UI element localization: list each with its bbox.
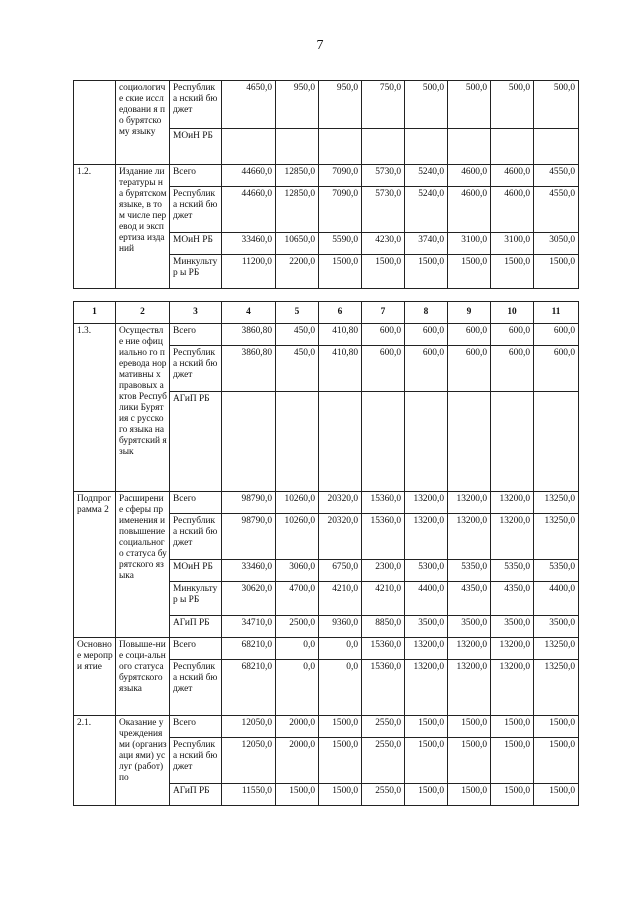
activity-name-cell: Осуществле ние официально го перевода нормативны х правовых актов Республики Бурятия с русского языка на бурятский язык (116, 324, 170, 492)
source-cell: Всего (170, 716, 222, 738)
value-cell: 0,0 (319, 638, 362, 660)
value-cell: 13200,0 (491, 638, 534, 660)
source-cell: Всего (170, 324, 222, 346)
row-number-cell: 2.1. (74, 716, 116, 806)
value-cell: 68210,0 (222, 660, 276, 716)
source-cell: Минкультур ы РБ (170, 255, 222, 289)
row-number-cell: 1.2. (74, 165, 116, 289)
value-cell: 20320,0 (319, 514, 362, 560)
value-cell: 4350,0 (491, 582, 534, 616)
value-cell: 1500,0 (319, 784, 362, 806)
value-cell: 1500,0 (405, 784, 448, 806)
source-cell: Всего (170, 492, 222, 514)
source-cell: АГиП РБ (170, 784, 222, 806)
value-cell: 3860,80 (222, 346, 276, 392)
value-cell: 30620,0 (222, 582, 276, 616)
source-cell: Республика нский бюджет (170, 738, 222, 784)
value-cell: 3500,0 (448, 616, 491, 638)
page-number: 7 (316, 38, 324, 53)
value-cell: 1500,0 (448, 255, 491, 289)
value-cell: 2000,0 (276, 716, 319, 738)
value-cell: 600,0 (448, 324, 491, 346)
value-cell: 600,0 (491, 346, 534, 392)
value-cell: 950,0 (276, 81, 319, 129)
value-cell: 15360,0 (362, 514, 405, 560)
value-cell: 7090,0 (319, 165, 362, 187)
value-cell: 13200,0 (448, 638, 491, 660)
value-cell: 600,0 (534, 346, 579, 392)
value-cell: 33460,0 (222, 560, 276, 582)
value-cell: 1500,0 (534, 716, 579, 738)
value-cell: 5350,0 (448, 560, 491, 582)
source-cell: АГиП РБ (170, 392, 222, 492)
value-cell: 4350,0 (448, 582, 491, 616)
value-cell: 15360,0 (362, 492, 405, 514)
value-cell: 5240,0 (405, 165, 448, 187)
value-cell: 3860,80 (222, 324, 276, 346)
source-cell: Республика нский бюджет (170, 81, 222, 129)
value-cell: 4600,0 (491, 187, 534, 233)
row-number-cell: Основно е меропри ятие (74, 638, 116, 716)
value-cell: 44660,0 (222, 165, 276, 187)
column-number-cell: 7 (362, 302, 405, 324)
value-cell: 13200,0 (491, 660, 534, 716)
value-cell: 2500,0 (276, 616, 319, 638)
value-cell: 2200,0 (276, 255, 319, 289)
activity-name-cell: Повыше-ние соци-ального статуса бурятского языка (116, 638, 170, 716)
value-cell: 13250,0 (534, 492, 579, 514)
value-cell: 12050,0 (222, 716, 276, 738)
value-cell: 5300,0 (405, 560, 448, 582)
table-row (74, 492, 579, 514)
value-cell: 3740,0 (405, 233, 448, 255)
value-cell: 13200,0 (405, 638, 448, 660)
value-cell: 4600,0 (491, 165, 534, 187)
value-cell: 4600,0 (448, 165, 491, 187)
source-cell: Республика нский бюджет (170, 514, 222, 560)
value-cell: 3500,0 (491, 616, 534, 638)
value-cell: 600,0 (362, 346, 405, 392)
source-cell: Республика нский бюджет (170, 187, 222, 233)
value-cell: 600,0 (448, 346, 491, 392)
value-cell: 750,0 (362, 81, 405, 129)
value-cell: 1500,0 (534, 784, 579, 806)
value-cell: 2550,0 (362, 738, 405, 784)
value-cell: 9360,0 (319, 616, 362, 638)
value-cell: 10260,0 (276, 514, 319, 560)
budget-table-continued (73, 80, 579, 289)
value-cell: 410,80 (319, 324, 362, 346)
value-cell: 600,0 (405, 324, 448, 346)
value-cell: 4400,0 (534, 582, 579, 616)
value-cell: 3100,0 (491, 233, 534, 255)
value-cell: 500,0 (448, 81, 491, 129)
value-cell: 1500,0 (491, 784, 534, 806)
column-number-cell: 2 (116, 302, 170, 324)
value-cell: 10260,0 (276, 492, 319, 514)
activity-name-cell: Расширение сферы применения и повышение социального статуса бурятского языка (116, 492, 170, 638)
value-cell: 1500,0 (448, 784, 491, 806)
value-cell: 20320,0 (319, 492, 362, 514)
source-cell: Всего (170, 638, 222, 660)
activity-name-cell: социологиче ские исследовани я по бурятскому языку (116, 81, 170, 165)
value-cell: 0,0 (319, 660, 362, 716)
value-cell: 13200,0 (491, 514, 534, 560)
value-cell: 600,0 (534, 324, 579, 346)
value-cell: 2300,0 (362, 560, 405, 582)
column-number-cell: 3 (170, 302, 222, 324)
table-row (74, 716, 579, 738)
source-cell: МОиН РБ (170, 129, 222, 165)
source-cell: МОиН РБ (170, 233, 222, 255)
column-number-row (74, 302, 579, 324)
value-cell: 3060,0 (276, 560, 319, 582)
value-cell: 1500,0 (534, 255, 579, 289)
source-cell: Всего (170, 165, 222, 187)
value-cell: 4210,0 (362, 582, 405, 616)
value-cell: 98790,0 (222, 514, 276, 560)
value-cell: 5350,0 (491, 560, 534, 582)
table-row (74, 165, 579, 187)
value-cell: 8850,0 (362, 616, 405, 638)
value-cell: 13200,0 (405, 660, 448, 716)
value-cell: 4700,0 (276, 582, 319, 616)
value-cell: 12050,0 (222, 738, 276, 784)
value-cell: 5730,0 (362, 187, 405, 233)
value-cell: 450,0 (276, 346, 319, 392)
column-number-cell: 9 (448, 302, 491, 324)
value-cell: 4400,0 (405, 582, 448, 616)
value-cell: 1500,0 (405, 716, 448, 738)
value-cell: 1500,0 (405, 255, 448, 289)
value-cell: 3500,0 (534, 616, 579, 638)
activity-name-cell: Оказание учреждения ми (организаци ями) услуг (работ) по (116, 716, 170, 806)
value-cell: 13200,0 (405, 492, 448, 514)
value-cell: 98790,0 (222, 492, 276, 514)
value-cell: 68210,0 (222, 638, 276, 660)
value-cell: 10650,0 (276, 233, 319, 255)
row-number-cell: Подпрог рамма 2 (74, 492, 116, 638)
value-cell: 3100,0 (448, 233, 491, 255)
value-cell: 44660,0 (222, 187, 276, 233)
column-number-cell: 11 (534, 302, 579, 324)
value-cell: 11200,0 (222, 255, 276, 289)
value-cell: 1500,0 (534, 738, 579, 784)
value-cell: 12850,0 (276, 187, 319, 233)
value-cell: 33460,0 (222, 233, 276, 255)
value-cell: 500,0 (405, 81, 448, 129)
value-cell: 1500,0 (362, 255, 405, 289)
value-cell: 13250,0 (534, 638, 579, 660)
value-cell: 13200,0 (491, 492, 534, 514)
value-cell: 1500,0 (491, 716, 534, 738)
value-cell: 410,80 (319, 346, 362, 392)
column-number-cell: 10 (491, 302, 534, 324)
value-cell: 13200,0 (448, 514, 491, 560)
value-cell: 500,0 (534, 81, 579, 129)
column-number-cell: 8 (405, 302, 448, 324)
value-cell: 13200,0 (448, 660, 491, 716)
value-cell: 3050,0 (534, 233, 579, 255)
value-cell: 13200,0 (405, 514, 448, 560)
value-cell: 15360,0 (362, 660, 405, 716)
value-cell: 13250,0 (534, 660, 579, 716)
source-cell: Минкультур ы РБ (170, 582, 222, 616)
value-cell: 4550,0 (534, 165, 579, 187)
value-cell: 2550,0 (362, 716, 405, 738)
source-cell: Республика нский бюджет (170, 346, 222, 392)
value-cell: 4650,0 (222, 81, 276, 129)
source-cell: АГиП РБ (170, 616, 222, 638)
value-cell: 5240,0 (405, 187, 448, 233)
value-cell: 13200,0 (448, 492, 491, 514)
value-cell: 11550,0 (222, 784, 276, 806)
table-row (74, 324, 579, 346)
value-cell: 5590,0 (319, 233, 362, 255)
value-cell: 4210,0 (319, 582, 362, 616)
budget-table (73, 301, 579, 806)
value-cell: 15360,0 (362, 638, 405, 660)
value-cell: 2550,0 (362, 784, 405, 806)
value-cell: 1500,0 (319, 738, 362, 784)
value-cell: 4550,0 (534, 187, 579, 233)
value-cell: 0,0 (276, 638, 319, 660)
value-cell: 1500,0 (319, 716, 362, 738)
value-cell: 950,0 (319, 81, 362, 129)
value-cell: 1500,0 (276, 784, 319, 806)
value-cell: 1500,0 (491, 255, 534, 289)
value-cell: 5350,0 (534, 560, 579, 582)
table-row (74, 81, 579, 129)
value-cell: 600,0 (362, 324, 405, 346)
value-cell: 12850,0 (276, 165, 319, 187)
value-cell: 7090,0 (319, 187, 362, 233)
value-cell: 450,0 (276, 324, 319, 346)
column-number-cell: 6 (319, 302, 362, 324)
value-cell: 600,0 (405, 346, 448, 392)
value-cell: 1500,0 (448, 738, 491, 784)
activity-name-cell: Издание литературы на бурятском языке, в том числе перевод и экспертиза изданий (116, 165, 170, 289)
source-cell: Республика нский бюджет (170, 660, 222, 716)
value-cell: 2000,0 (276, 738, 319, 784)
value-cell: 4230,0 (362, 233, 405, 255)
value-cell: 5730,0 (362, 165, 405, 187)
value-cell: 6750,0 (319, 560, 362, 582)
column-number-cell: 5 (276, 302, 319, 324)
value-cell: 500,0 (491, 81, 534, 129)
value-cell: 13250,0 (534, 514, 579, 560)
value-cell: 3500,0 (405, 616, 448, 638)
value-cell: 600,0 (491, 324, 534, 346)
value-cell: 1500,0 (448, 716, 491, 738)
table-row (74, 638, 579, 660)
value-cell: 1500,0 (491, 738, 534, 784)
row-number-cell (74, 81, 116, 165)
value-cell: 0,0 (276, 660, 319, 716)
value-cell: 1500,0 (405, 738, 448, 784)
column-number-cell: 4 (222, 302, 276, 324)
source-cell: МОиН РБ (170, 560, 222, 582)
value-cell: 4600,0 (448, 187, 491, 233)
value-cell: 1500,0 (319, 255, 362, 289)
value-cell: 34710,0 (222, 616, 276, 638)
row-number-cell: 1.3. (74, 324, 116, 492)
column-number-cell: 1 (74, 302, 116, 324)
